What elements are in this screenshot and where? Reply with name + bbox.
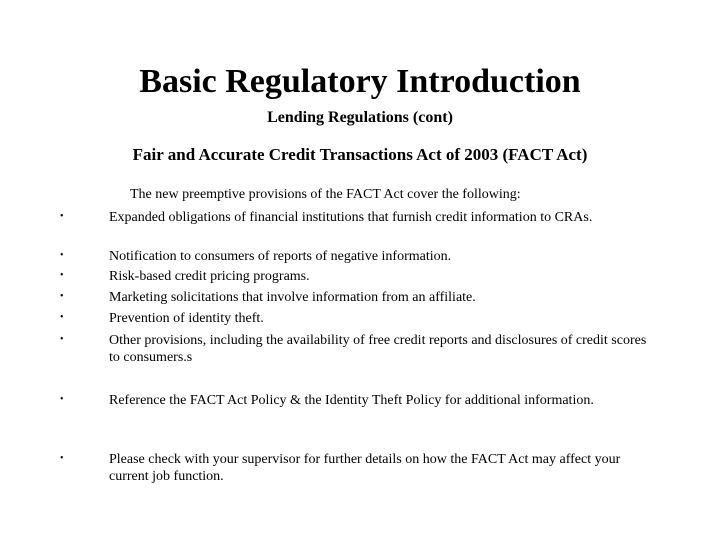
list-item: Other provisions, including the availability of free credit reports and disclosures of credit scores to consumers.s bbox=[109, 333, 647, 365]
bullet-icon: • bbox=[60, 270, 64, 281]
list-item: Reference the FACT Act Policy & the Identity Theft Policy for additional information. bbox=[109, 393, 594, 408]
bullet-icon: • bbox=[60, 453, 64, 464]
bullet-icon: • bbox=[60, 334, 64, 345]
list-item: Notification to consumers of reports of negative information. bbox=[109, 249, 452, 264]
list-item: Risk-based credit pricing programs. bbox=[109, 269, 310, 284]
list-item: Prevention of identity theft. bbox=[109, 311, 264, 326]
intro-text: The new preemptive provisions of the FACT Act cover the following: bbox=[130, 187, 521, 202]
bullet-icon: • bbox=[60, 312, 64, 323]
act-heading: Fair and Accurate Credit Transactions Act of 2003 (FACT Act) bbox=[132, 145, 588, 164]
bullet-icon: • bbox=[60, 394, 64, 405]
bullet-icon: • bbox=[60, 250, 64, 261]
list-item: Expanded obligations of financial institutions that furnish credit information to CRAs. bbox=[109, 210, 593, 225]
bullet-icon: • bbox=[60, 211, 64, 222]
list-item: Marketing solicitations that involve information from an affiliate. bbox=[109, 290, 476, 305]
list-item: Please check with your supervisor for further details on how the FACT Act may affect your current job function. bbox=[109, 452, 621, 484]
bullet-icon: • bbox=[60, 291, 64, 302]
slide-title: Basic Regulatory Introduction bbox=[139, 63, 581, 100]
slide-subtitle: Lending Regulations (cont) bbox=[267, 109, 453, 126]
